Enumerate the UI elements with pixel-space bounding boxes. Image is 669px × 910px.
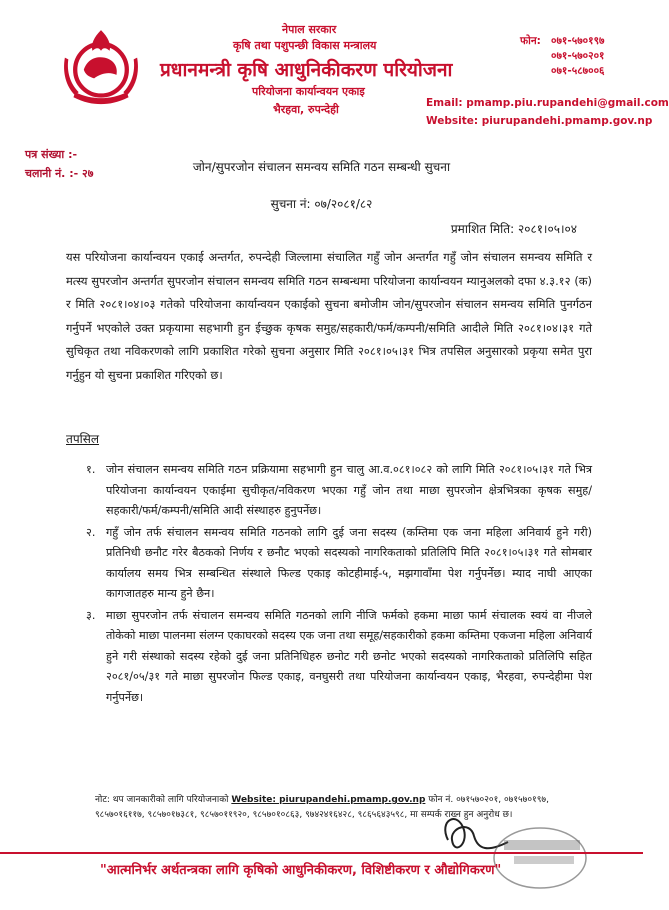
footer-slogan: "आत्मनिर्भर अर्थतन्त्रका लागि कृषिको आधुनिकीकरण, विशिष्टीकरण र औद्योगिकरण"	[100, 863, 502, 878]
notice-subject: जोन/सुपरजोन संचालन समन्वय समिति गठन सम्बन्धी सुचना	[192, 160, 451, 174]
item-number: १.	[86, 463, 96, 476]
annex-heading: तपसिल	[66, 432, 100, 446]
notice-number: सुचना नं: ०७/२०८१/८२	[270, 197, 373, 211]
unit-name: परियोजना कार्यान्वयन एकाइ	[252, 85, 365, 98]
website-address: Website: piurupandehi.pmamp.gov.np	[426, 115, 653, 127]
item-number: ३.	[86, 608, 96, 622]
nepal-emblem-logo	[58, 25, 144, 111]
item-text: जोन संचालन समन्वय समिति गठन प्रक्रियामा सहभागी हुन चालु आ.व.०८१।०८२ को लागि मिति २०८१।०५।३१ गते भित्र परियोजना कार्यान्वयन एकाईमा सुचीकृत/नविकरण भएका गहुँ जोन तथा माछा सुपरजोन क्षेत्रभित्रका कृषक समुह/सहकारी/फर्म/कम्पनी/समिति आदी संस्थाहरु हुनुपर्नेछ।	[106, 463, 592, 517]
phone-label: फोन:	[520, 35, 541, 47]
publication-date: प्रमाशित मिति: २०८१।०५।०४	[450, 222, 577, 236]
list-item	[86, 606, 592, 709]
list-item	[86, 523, 592, 605]
list-item	[86, 460, 592, 522]
phone-number: ०७१-५८७००६	[551, 65, 605, 77]
notice-body: यस परियोजना कार्यान्वयन एकाई अन्तर्गत, रुपन्देही जिल्लामा संचालित गहुँ जोन अन्तर्गत गहुँ जोन संचालन समन्वय समिति र मत्स्य सुपरजोन अन्तर्गत सुपरजोन संचालन समन्वय समिति गठन सम्बन्धमा परियोजना कार्यान्वयन म्यानुअलको दफा ४.३.१२ (क) र मिति २०८१।०४।०३ गतेको परियोजना कार्यान्वयन एकाईको सुचना बमोजीम जोन/सुपरजोन संचालन समन्वय समिति पुनर्गठन गर्नुपर्ने भएकोले उक्त प्रकृयामा सहभागी हुन ईच्छुक कृषक समुह/सहकारी/फर्म/कम्पनी/समिति आदीले मिति २०८१।०४।३१ गते सुचिकृत तथा नविकरणको लागि प्रकाशित गरेको सुचना अनुसार मिति २०८१।०५।३१ भित्र तपसिल अनुसारको प्रकृया समेत पुरा गर्नुहुन यो सुचना प्रकाशित गरिएको छ।	[66, 250, 592, 382]
office-location: भैरहवा, रुपन्देही	[273, 103, 339, 116]
phone-number: ०७१-५७०२०१	[551, 50, 605, 62]
project-title: प्रधानमन्त्री कृषि आधुनिकीकरण परियोजना	[160, 59, 453, 81]
dispatch-number: चलानी नं. :- २७	[25, 167, 94, 180]
note-website-link[interactable]: Website: piurupandehi.pmamp.gov.np	[231, 795, 426, 805]
signature-stamp-image	[418, 800, 593, 895]
item-text: माछा सुपरजोन तर्फ संचालन समन्वय समिति गठनको लागि नीजि फर्मको हकमा माछा फार्म संचालक स्वयं वा नीजले तोकेको माछा पालनमा संलग्न एकाघरको सदस्य एक जना तथा समूह/सहकारीको हकमा कम्तिमा एकजना महिला अनिवार्य हुने गरी संस्थाको सदस्य रहेको दुई जना प्रतिनिधिहरु छनोट गरी छनोट भएको सदस्यको नागरिकताको प्रतिलिपि सहित २०८१/०५/३१ गते माछा सुपरजोन फिल्ड एकाइ, वनघुसरी तथा परियोजना कार्यान्वयन एकाइ, भैरहवा, रुपन्देहीमा पेश गर्नुपर्नेछ।	[106, 608, 592, 704]
note-prefix: नोट: थप जानकारीको लागि परियोजनाको	[95, 795, 229, 805]
note-contacts: फोन नं. ०७१५७०२०१, ०७१५७०१९७, ९८५७०१६११७, ९८५७०१७३८१, ९८५७०११९२०, ९८५७०१०८६३, ९७४२४१६४२८, ९८६५६४३५९८, मा सम्पर्क राख्न हुन अनुरोध छ।	[95, 795, 549, 820]
letter-number-label: पत्र संख्या :-	[25, 148, 78, 161]
item-text: गहुँ जोन तर्फ संचालन समन्वय समिति गठनको लागि दुई जना सदस्य (कम्तिमा एक जना महिला अनिवार्य हुने गरी) प्रतिनिधी छनौट गरेर बैठकको निर्णय र छनौट भएको सदस्यको नागरिकताको प्रतिलिपि मिति २०८१।०५।३१ गते सोमबार कार्यालय समय भित्र सम्बन्धित संस्थाले फिल्ड एकाइ कोटहीमाई-५, मझगावाँमा पेश गर्नुपर्नेछ। म्याद नाघी आएका कागजातहरु मान्य हुने छैन।	[106, 525, 592, 600]
footer-divider	[0, 852, 643, 854]
country-name: नेपाल सरकार	[282, 23, 337, 36]
phone-number: ०७१-५७०१९७	[551, 35, 605, 47]
email-address: Email: pmamp.piu.rupandehi@gmail.com	[426, 97, 669, 109]
item-number: २.	[86, 525, 96, 539]
ministry-name: कृषि तथा पशुपन्छी विकास मन्त्रालय	[233, 39, 377, 52]
annex-list	[86, 460, 592, 709]
